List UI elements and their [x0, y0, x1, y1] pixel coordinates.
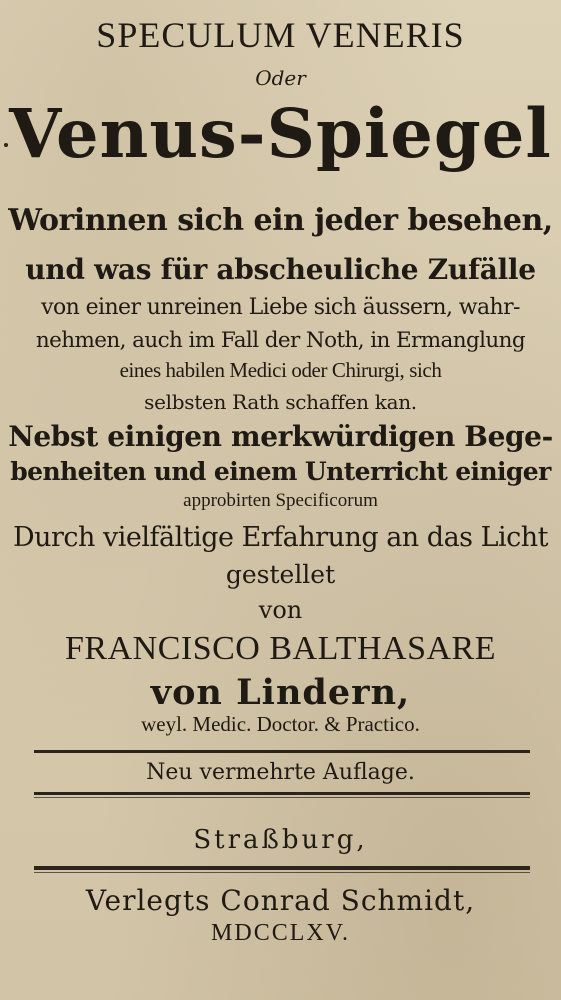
oder-word: Oder: [255, 66, 306, 90]
addition-line: Nebst einigen merkwürdigen Bege-: [8, 420, 553, 453]
subtitle-line: selbsten Rath schaffen kan.: [144, 390, 417, 414]
author-first-name: FRANCISCO BALTHASARE: [65, 630, 496, 667]
subtitle-line: und was für abscheuliche Zufälle: [25, 253, 536, 286]
von-word: von: [258, 596, 303, 624]
divider-rule: [34, 792, 530, 795]
place-of-publication: Straßburg,: [193, 825, 368, 855]
experience-line: Durch vielfältige Erfahrung an das Licht: [12, 522, 549, 553]
author-role: weyl. Medic. Doctor. & Practico.: [141, 712, 420, 736]
subtitle-line: nehmen, auch im Fall der Noth, in Ermanglung: [35, 328, 526, 353]
divider-rule: [34, 797, 530, 798]
publisher: Verlegts Conrad Schmidt,: [85, 884, 476, 917]
subtitle-line: Worinnen sich ein jeder besehen,: [8, 203, 553, 238]
german-title: Venus-Spiegel: [9, 94, 552, 173]
experience-line: gestellet: [225, 560, 336, 589]
author-last-name: von Lindern,: [150, 672, 411, 713]
divider-rule: [34, 872, 530, 873]
divider-rule: [34, 750, 530, 753]
divider-rule: [34, 866, 530, 870]
addition-line: benheiten und einem Unterricht einiger: [10, 457, 551, 486]
edition-note: Neu vermehrte Auflage.: [146, 760, 415, 785]
subtitle-line: eines habilen Medici oder Chirurgi, sich: [119, 358, 442, 382]
addition-line: approbirten Specificorum: [183, 490, 378, 511]
subtitle-line: von einer unreinen Liebe sich äussern, wahr-: [41, 295, 520, 320]
main-title: SPECULUM VENERIS: [96, 15, 465, 55]
publication-year: MDCCLXV.: [211, 920, 350, 946]
